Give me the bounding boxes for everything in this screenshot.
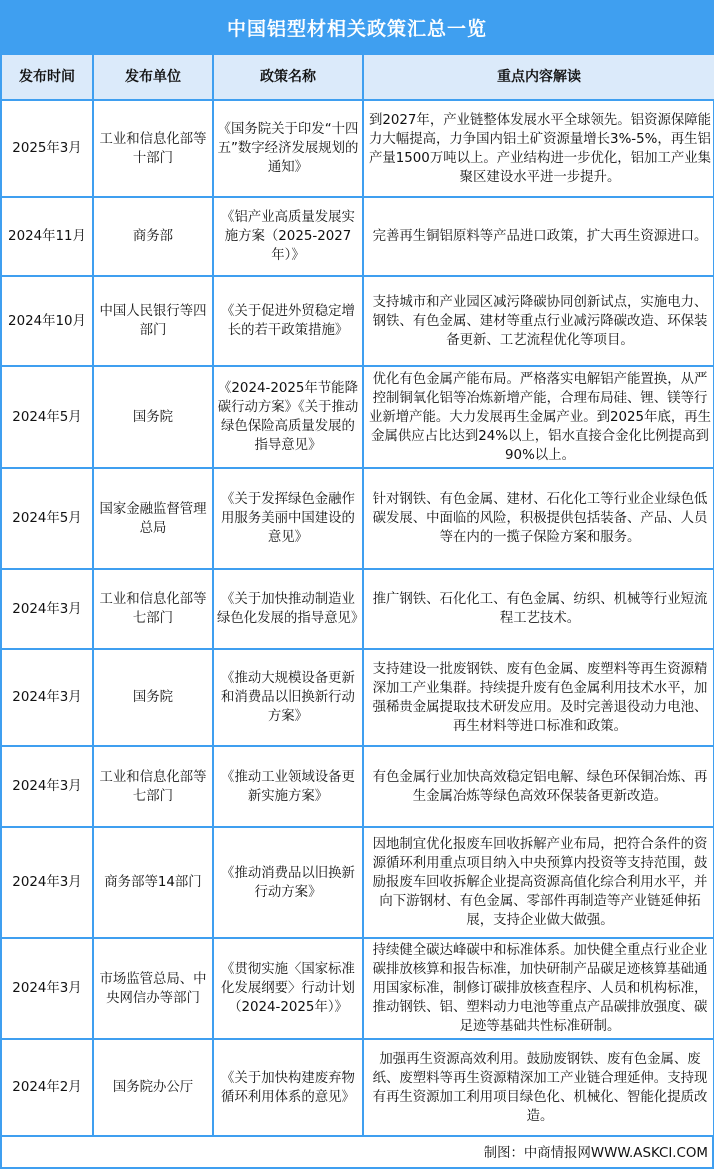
policy-name-cell: 《关于促进外贸稳定增长的若干政策措施》 — [213, 276, 363, 366]
policy-name-cell: 《贯彻实施〈国家标准化发展纲要〉行动计划（2024-2025年）》 — [213, 938, 363, 1039]
policy-name-cell: 《2024-2025年节能降碳行动方案》《关于推动绿色保险高质量发展的指导意见》 — [213, 366, 363, 468]
summary-cell: 推广钢铁、石化化工、有色金属、纺织、机械等行业短流程工艺技术。 — [363, 569, 714, 649]
date-cell: 2024年3月 — [1, 746, 93, 827]
policy-name-cell: 《关于加快构建废弃物循环利用体系的意见》 — [213, 1039, 363, 1136]
issuer-cell: 国务院办公厅 — [93, 1039, 213, 1136]
issuer-cell: 工业和信息化部等七部门 — [93, 746, 213, 827]
table-row — [1, 366, 714, 468]
date-cell: 2025年3月 — [1, 100, 93, 197]
table-row — [1, 938, 714, 1039]
table-header-row — [1, 54, 714, 100]
issuer-cell: 国家金融监督管理总局 — [93, 468, 213, 569]
column-header-issuer: 发布单位 — [93, 54, 213, 100]
policy-name-cell: 《铝产业高质量发展实施方案（2025-2027年）》 — [213, 197, 363, 276]
summary-cell: 有色金属行业加快高效稳定铝电解、绿色环保铜冶炼、再生金属冶炼等绿色高效环保装备更新改造。 — [363, 746, 714, 827]
table-row — [1, 649, 714, 746]
column-header-date: 发布时间 — [1, 54, 93, 100]
date-cell: 2024年3月 — [1, 827, 93, 938]
table-row — [1, 100, 714, 197]
date-cell: 2024年5月 — [1, 366, 93, 468]
table-row — [1, 197, 714, 276]
table-row — [1, 746, 714, 827]
issuer-cell: 国务院 — [93, 649, 213, 746]
table-row — [1, 1039, 714, 1136]
date-cell: 2024年10月 — [1, 276, 93, 366]
policy-name-cell: 《推动大规模设备更新和消费品以旧换新行动方案》 — [213, 649, 363, 746]
policy-table — [0, 53, 714, 1137]
policy-name-cell: 《推动消费品以旧换新行动方案》 — [213, 827, 363, 938]
table-row — [1, 827, 714, 938]
issuer-cell: 工业和信息化部等十部门 — [93, 100, 213, 197]
source-credit: 制图：中商情报网WWW.ASKCI.COM — [0, 1135, 714, 1169]
table-row — [1, 468, 714, 569]
date-cell: 2024年3月 — [1, 938, 93, 1039]
table-row — [1, 276, 714, 366]
summary-cell: 支持建设一批废钢铁、废有色金属、废塑料等再生资源精深加工产业集群。持续提升废有色金属利用技术水平，加强稀贵金属提取技术研发应用。及时完善退役动力电池、再生材料等进口标准和政策。 — [363, 649, 714, 746]
date-cell: 2024年11月 — [1, 197, 93, 276]
policy-name-cell: 《关于发挥绿色金融作用服务美丽中国建设的意见》 — [213, 468, 363, 569]
summary-cell: 加强再生资源高效利用。鼓励废钢铁、废有色金属、废纸、废塑料等再生资源精深加工产业链合理延伸。支持现有再生资源加工利用项目绿色化、机械化、智能化提质改造。 — [363, 1039, 714, 1136]
issuer-cell: 商务部 — [93, 197, 213, 276]
date-cell: 2024年3月 — [1, 569, 93, 649]
date-cell: 2024年2月 — [1, 1039, 93, 1136]
date-cell: 2024年5月 — [1, 468, 93, 569]
policy-name-cell: 《国务院关于印发“十四五”数字经济发展规划的通知》 — [213, 100, 363, 197]
issuer-cell: 中国人民银行等四部门 — [93, 276, 213, 366]
summary-cell: 到2027年，产业链整体发展水平全球领先。铝资源保障能力大幅提高，力争国内铝土矿资源量增长3%-5%，再生铝产量1500万吨以上。产业结构进一步优化，铝加工产业集聚区建设水平进一步提升。 — [363, 100, 714, 197]
summary-cell: 针对钢铁、有色金属、建材、石化化工等行业企业绿色低碳发展、中面临的风险，积极提供包括装备、产品、人员等在内的一揽子保险方案和服务。 — [363, 468, 714, 569]
summary-cell: 持续健全碳达峰碳中和标准体系。加快健全重点行业企业碳排放核算和报告标准，加快研制产品碳足迹核算基础通用国家标准，制修订碳排放核查程序、人员和机构标准，推动钢铁、铝、塑料动力电池等重点产品碳排放强度、碳足迹等基础共性标准研制。 — [363, 938, 714, 1039]
page-title: 中国铝型材相关政策汇总一览 — [0, 0, 714, 54]
column-header-summary: 重点内容解读 — [363, 54, 714, 100]
issuer-cell: 国务院 — [93, 366, 213, 468]
table-row — [1, 569, 714, 649]
summary-cell: 优化有色金属产能布局。严格落实电解铝产能置换，从严控制铜氧化铝等冶炼新增产能，合理布局硅、锂、镁等行业新增产能。大力发展再生金属产业。到2025年底，再生金属供应占比达到24%以上，铝水直接合金化比例提高到90%以上。 — [363, 366, 714, 468]
issuer-cell: 市场监管总局、中央网信办等部门 — [93, 938, 213, 1039]
summary-cell: 完善再生铜铝原料等产品进口政策，扩大再生资源进口。 — [363, 197, 714, 276]
summary-cell: 因地制宜优化报废车回收拆解产业布局，把符合条件的资源循环利用重点项目纳入中央预算内投资等支持范围，鼓励报废车回收拆解企业提高资源高值化综合利用水平，并向下游钢材、有色金属、零部件再制造等产业链延伸拓展，支持企业做大做强。 — [363, 827, 714, 938]
issuer-cell: 工业和信息化部等七部门 — [93, 569, 213, 649]
policy-name-cell: 《推动工业领域设备更新实施方案》 — [213, 746, 363, 827]
summary-cell: 支持城市和产业园区减污降碳协同创新试点，实施电力、钢铁、有色金属、建材等重点行业减污降碳改造、环保装备更新、工艺流程优化等项目。 — [363, 276, 714, 366]
policy-name-cell: 《关于加快推动制造业绿色化发展的指导意见》 — [213, 569, 363, 649]
date-cell: 2024年3月 — [1, 649, 93, 746]
issuer-cell: 商务部等14部门 — [93, 827, 213, 938]
column-header-policy: 政策名称 — [213, 54, 363, 100]
